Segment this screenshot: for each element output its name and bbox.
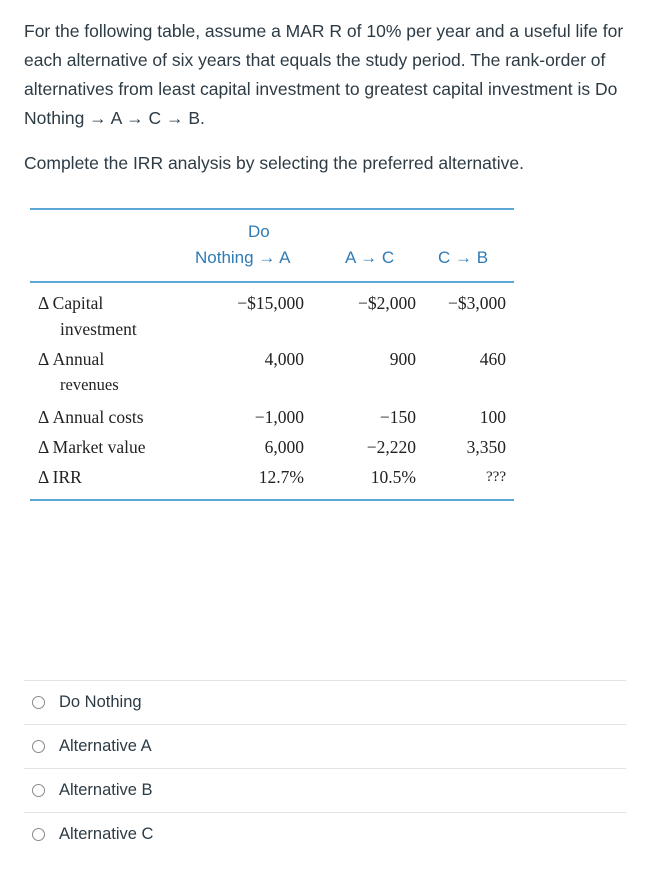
row-capital-label-2: investment [60,319,137,339]
header-nothing-a: Nothing → A [195,248,291,267]
row-costs-v3: 100 [479,407,506,427]
row-market-v2: −2,220 [366,437,416,457]
option-label: Alternative C [59,825,154,843]
header-a-c: A → C [345,248,395,267]
row-revenues-v2: 900 [389,349,416,369]
radio-icon[interactable] [32,740,45,753]
question-text [24,17,628,178]
option-alternative-a[interactable] [24,724,626,768]
table-top-rule [30,208,514,210]
table-bottom-rule [30,499,514,501]
question-instruction: Complete the IRR analysis by selecting the preferred alternative. [24,153,524,173]
radio-icon[interactable] [32,828,45,841]
option-label: Do Nothing [59,693,142,711]
row-capital-v2: −$2,000 [358,293,416,313]
radio-icon[interactable] [32,784,45,797]
row-revenues-v1: 4,000 [264,349,304,369]
row-irr-label: Δ IRR [38,467,82,487]
option-alternative-b[interactable] [24,768,626,812]
option-label: Alternative B [59,781,153,799]
row-costs-v2: −150 [379,407,416,427]
row-revenues-label: Δ Annual [38,349,105,369]
option-label: Alternative A [59,737,152,755]
header-c-b: C → B [438,248,489,267]
row-capital-label: Δ Capital [38,293,104,313]
answer-options [24,680,626,856]
row-market-v3: 3,350 [466,437,506,457]
option-do-nothing[interactable] [24,680,626,724]
header-do: Do [248,222,270,241]
question-intro: For the following table, assume a MAR R of 10% per year and a useful life for each alternative of six years that equals the study period. The rank-order of alternatives from least capital investment to greatest capital investment is Do Nothing → A → C → B. [24,21,624,128]
row-revenues-label-2: revenues [60,375,119,394]
row-irr-v1: 12.7% [258,467,304,487]
row-irr-v3: ??? [486,469,506,485]
row-costs-v1: −1,000 [254,407,304,427]
radio-icon[interactable] [32,696,45,709]
row-revenues-v3: 460 [479,349,506,369]
row-capital-v3: −$3,000 [448,293,506,313]
row-costs-label: Δ Annual costs [38,407,144,427]
row-irr-v2: 10.5% [370,467,416,487]
table-header-rule [30,281,514,283]
row-capital-v1: −$15,000 [237,293,304,313]
row-market-label: Δ Market value [38,437,146,457]
row-market-v1: 6,000 [264,437,304,457]
irr-table [30,208,514,503]
option-alternative-c[interactable] [24,812,626,856]
